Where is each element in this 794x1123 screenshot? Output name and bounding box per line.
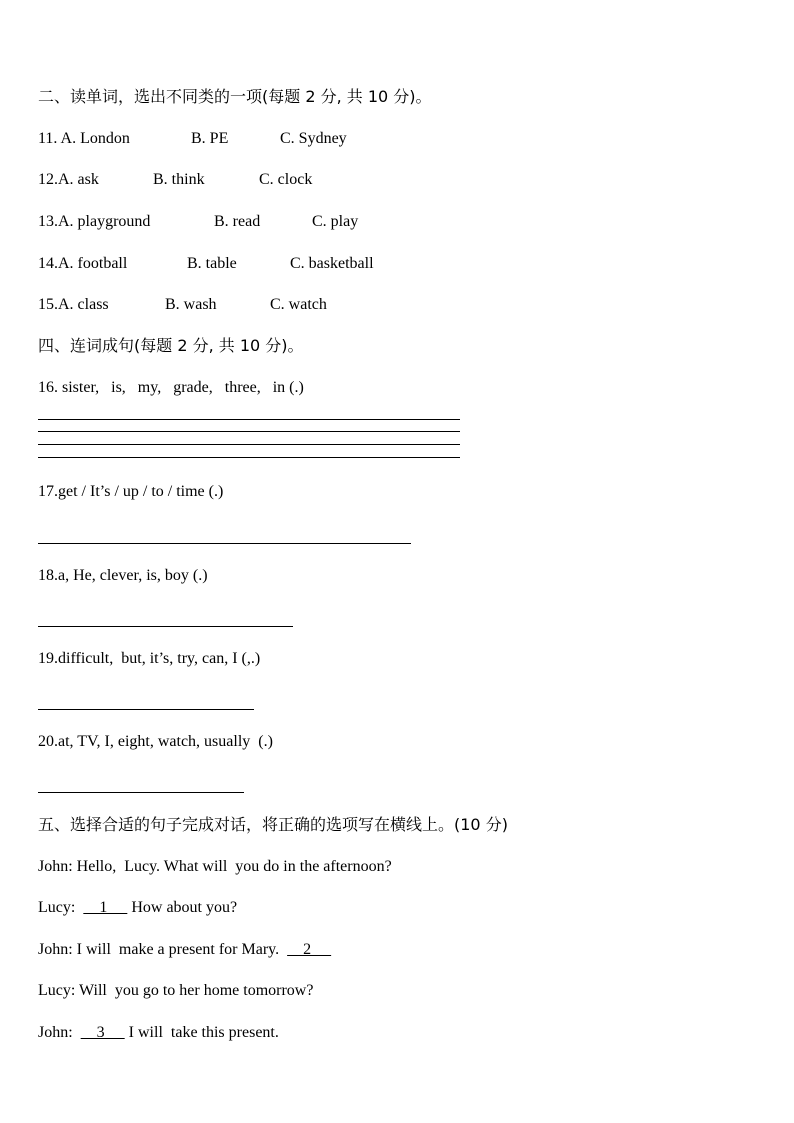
dialogue-line-3 [38, 940, 331, 960]
question-14-c: C. basketball [290, 255, 374, 272]
blank-3[interactable]: 3 [80, 1024, 125, 1041]
answer-line-16a[interactable] [38, 419, 460, 420]
question-11-b: B. PE [191, 130, 229, 147]
question-14-a: 14.A. football [38, 255, 128, 272]
question-13-b: B. read [214, 213, 261, 230]
dialogue-line-1: John: Hello, Lucy. What will you do in the afternoon? [38, 858, 392, 875]
question-13-c: C. play [312, 213, 359, 230]
dialogue-speaker-text: John: I will make a present for Mary. [38, 941, 288, 958]
dialogue-speaker-text: John: [38, 1024, 81, 1041]
question-12-b: B. think [153, 171, 205, 188]
answer-line-18[interactable] [38, 626, 293, 627]
answer-line-17[interactable] [38, 543, 411, 544]
section-5-title: 五、选择合适的句子完成对话，将正确的选项写在横线上。(10 分) [38, 815, 508, 834]
question-12-a: 12.A. ask [38, 171, 99, 188]
dialogue-line-4: Lucy: Will you go to her home tomorrow? [38, 982, 314, 999]
question-20: 20.at, TV, I, eight, watch, usually (.) [38, 733, 273, 750]
question-11-c: C. Sydney [280, 130, 347, 147]
answer-line-16d[interactable] [38, 457, 460, 458]
dialogue-continuation-text: I will take this present. [124, 1024, 279, 1041]
question-11-a: 11. A. London [38, 130, 130, 147]
answer-line-16b[interactable] [38, 431, 460, 432]
answer-line-19[interactable] [38, 709, 254, 710]
question-16: 16. sister, is, my, grade, three, in (.) [38, 379, 304, 396]
question-18: 18.a, He, clever, is, boy (.) [38, 567, 208, 584]
blank-2[interactable]: 2 [287, 941, 332, 958]
question-15-a: 15.A. class [38, 296, 109, 313]
answer-line-16c[interactable] [38, 444, 460, 445]
question-12-c: C. clock [259, 171, 313, 188]
question-15-c: C. watch [270, 296, 327, 313]
dialogue-speaker-text: Lucy: [38, 899, 84, 916]
question-15-b: B. wash [165, 296, 217, 313]
section-4-title: 四、连词成句(每题 2 分, 共 10 分)。 [38, 336, 304, 355]
question-17: 17.get / It’s / up / to / time (.) [38, 483, 224, 500]
dialogue-line-2 [38, 898, 237, 918]
dialogue-line-5 [38, 1023, 279, 1043]
question-14-b: B. table [187, 255, 237, 272]
section-2-title: 二、读单词，选出不同类的一项(每题 2 分, 共 10 分)。 [38, 87, 432, 106]
question-19: 19.difficult, but, it’s, try, can, I (,.) [38, 650, 261, 667]
dialogue-continuation-text: How about you? [127, 899, 238, 916]
blank-1[interactable]: 1 [83, 899, 128, 916]
answer-line-20[interactable] [38, 792, 244, 793]
question-13-a: 13.A. playground [38, 213, 151, 230]
